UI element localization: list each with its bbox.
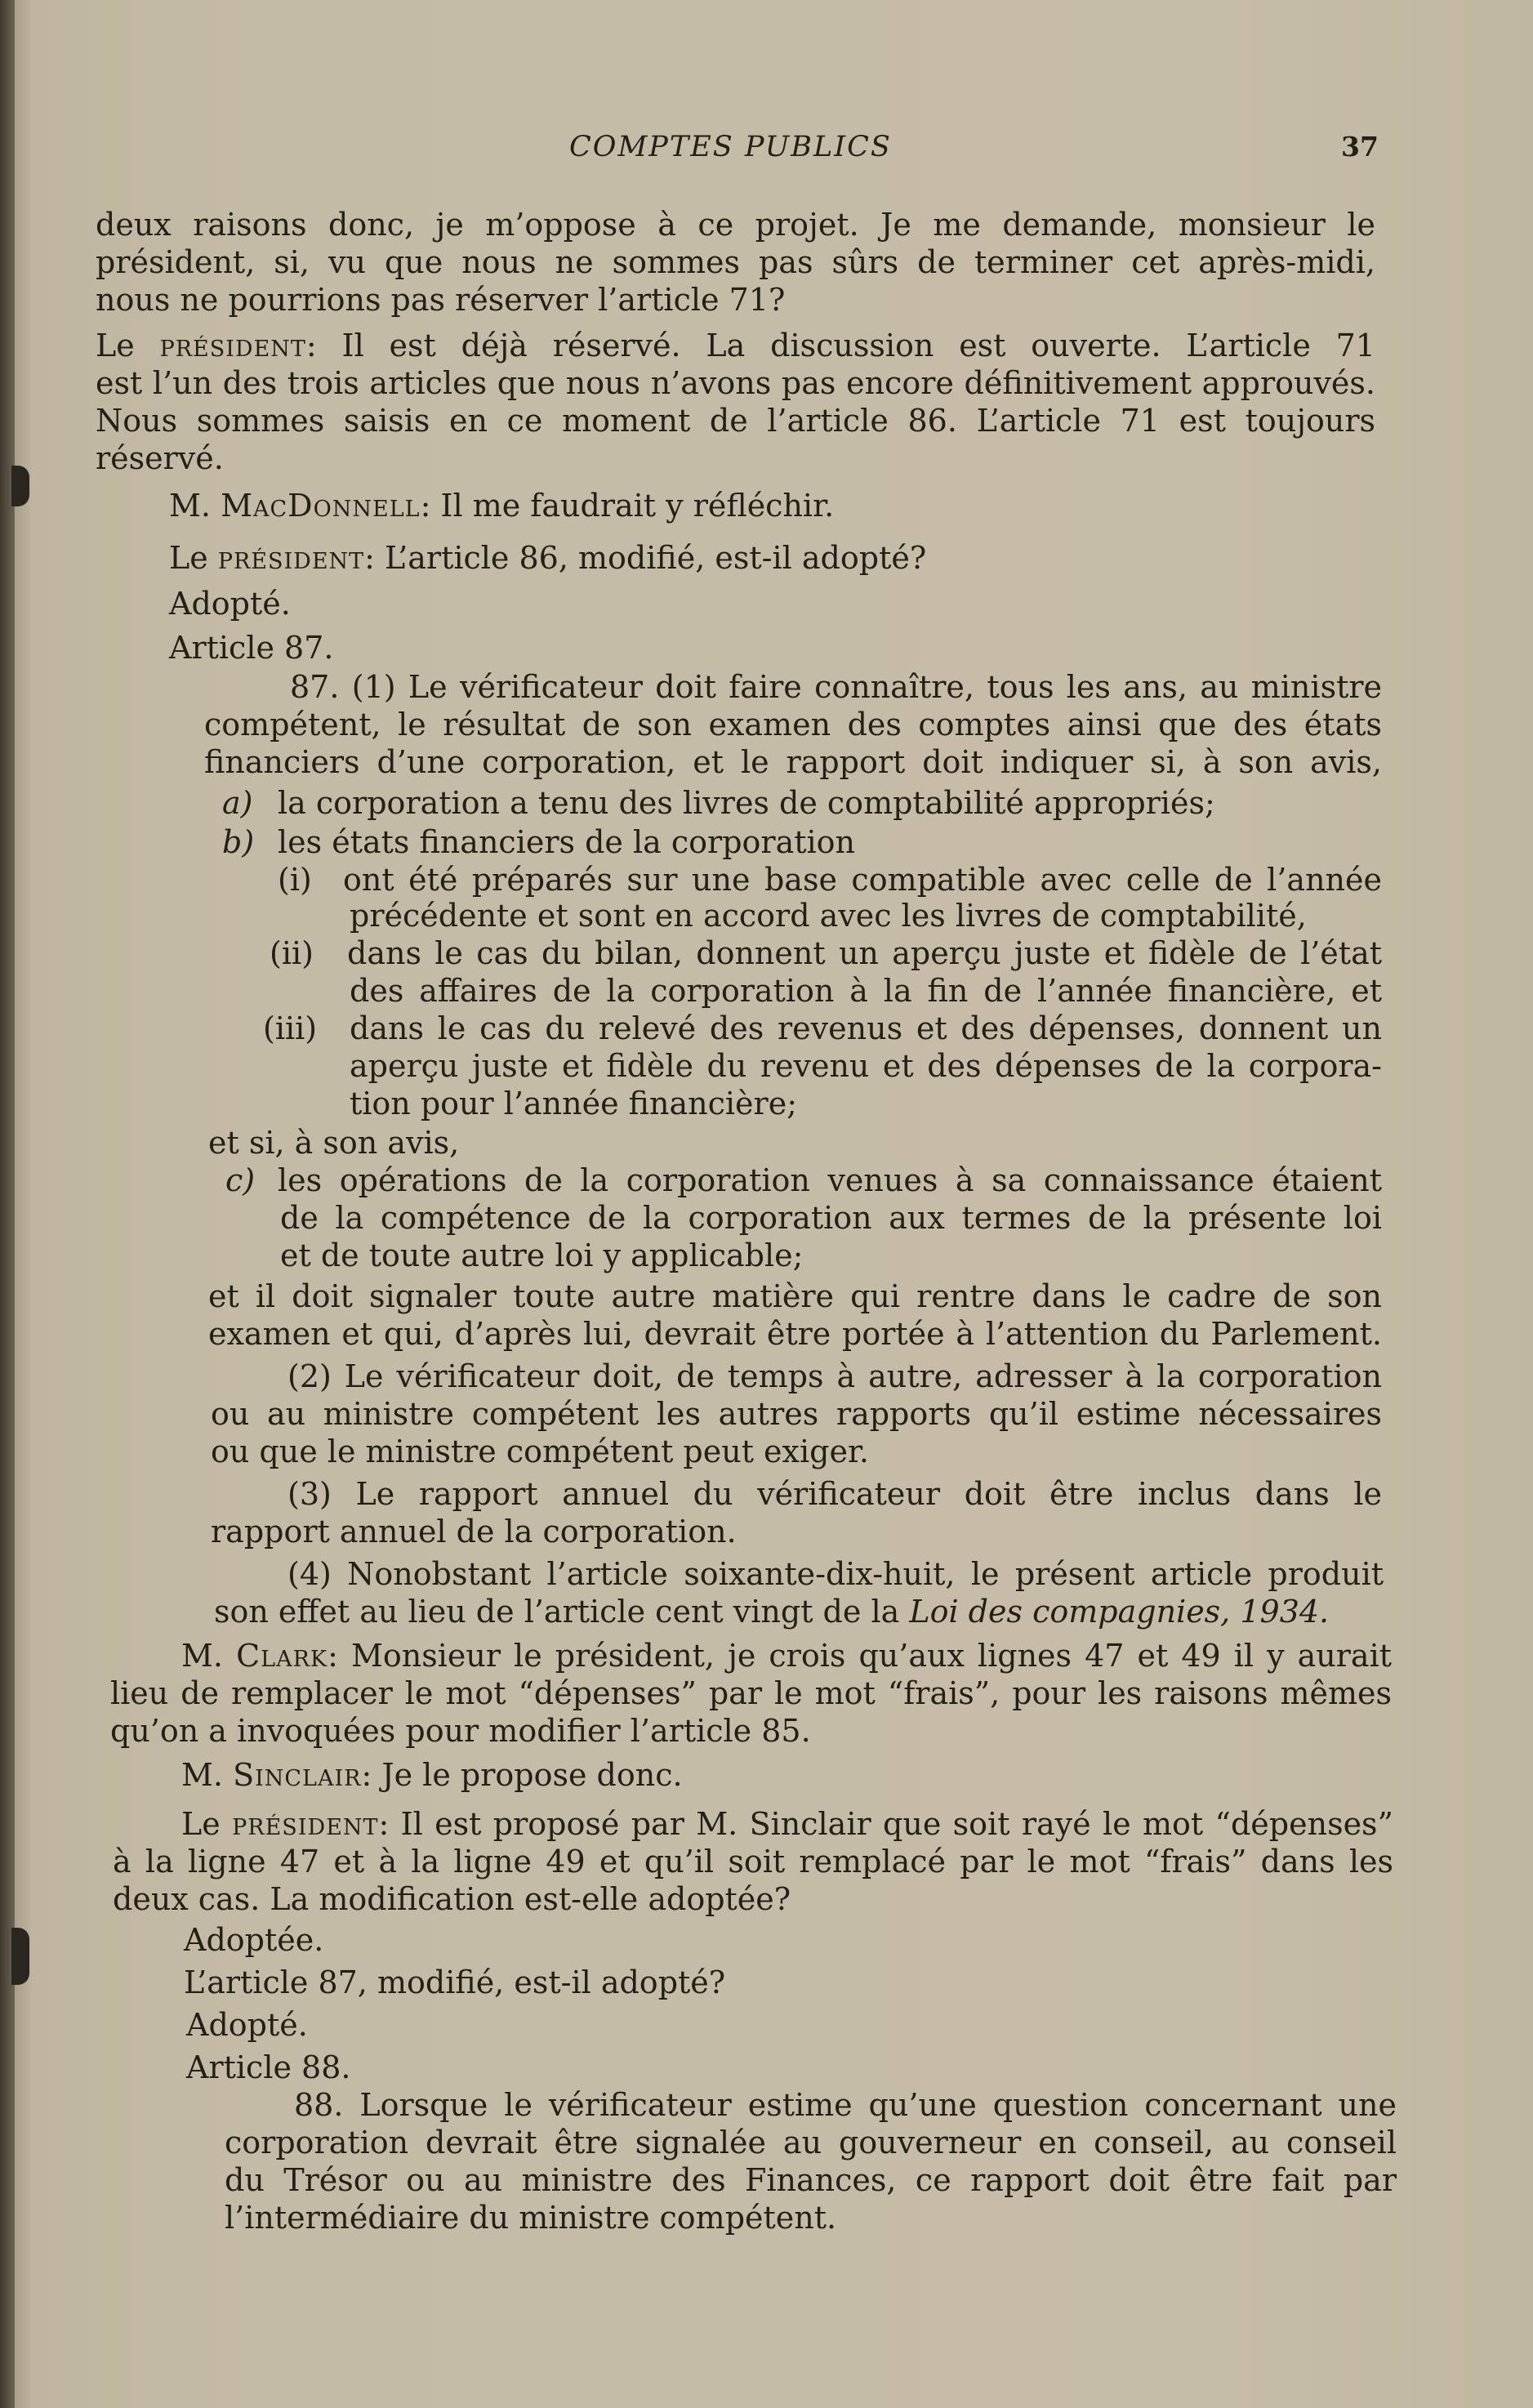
binding-hole bbox=[11, 1928, 29, 1985]
text-line: ou au ministre compétent les autres rapports qu’il estime nécessaires bbox=[211, 1396, 1382, 1432]
text-line: tion pour l’année financière; bbox=[350, 1086, 797, 1122]
speech-text: : Monsieur le président, je crois qu’aux lignes 47 et 49 il y aurait bbox=[328, 1638, 1392, 1674]
text-line: Adoptée. bbox=[184, 1922, 324, 1958]
subclause-label: (ii) bbox=[270, 935, 314, 971]
page-number: 37 bbox=[1341, 131, 1379, 163]
text-line: l’intermédiaire du ministre compétent. bbox=[225, 2200, 837, 2236]
text-line: Adopté. bbox=[186, 2007, 308, 2043]
text-line bbox=[169, 539, 926, 577]
running-header bbox=[0, 131, 1533, 167]
text-line: les états financiers de la corporation bbox=[278, 824, 856, 860]
text-line: dans le cas du bilan, donnent un aperçu juste et fidèle de l’état bbox=[347, 935, 1382, 971]
text-line: 88. Lorsque le vérificateur estime qu’une question concernant une bbox=[294, 2087, 1397, 2123]
running-title: COMPTES PUBLICS bbox=[569, 131, 892, 163]
text-line: ont été préparés sur une base compatible avec celle de l’année bbox=[343, 862, 1382, 898]
speaker-prefix: M. bbox=[181, 1638, 237, 1674]
text-line: Adopté. bbox=[169, 586, 291, 622]
text-line: 87. (1) Le vérificateur doit faire connaître, tous les ans, au ministre bbox=[290, 669, 1382, 705]
text-line bbox=[181, 1637, 1392, 1674]
text-line: deux raisons donc, je m’oppose à ce projet. Je me demande, monsieur le bbox=[96, 207, 1375, 243]
speech-text: : L’article 86, modifié, est-il adopté? bbox=[364, 540, 927, 576]
text-line: deux cas. La modification est-elle adoptée? bbox=[113, 1881, 791, 1917]
text-line bbox=[181, 1756, 683, 1794]
speaker-clark: Clark bbox=[236, 1638, 328, 1674]
text-line: et si, à son avis, bbox=[208, 1125, 460, 1161]
speaker-prefix: M. bbox=[169, 488, 221, 524]
text-line: qu’on a invoquées pour modifier l’article 85. bbox=[110, 1713, 811, 1749]
text-line: aperçu juste et fidèle du revenu et des dépenses de la corpora- bbox=[350, 1048, 1382, 1084]
text-line bbox=[214, 1593, 1329, 1630]
text-line: ou que le ministre compétent peut exiger. bbox=[211, 1434, 870, 1469]
text-line: Article 87. bbox=[169, 630, 334, 666]
subclause-label: (i) bbox=[278, 862, 312, 898]
speaker-president: président bbox=[159, 328, 306, 363]
speech-text: : Il est déjà réservé. La discussion est ouverte. L’article 71 bbox=[305, 328, 1375, 363]
text-line: (4) Nonobstant l’article soixante-dix-huit, le présent article produit bbox=[287, 1556, 1384, 1592]
text-line: corporation devrait être signalée au gouverneur en conseil, au conseil bbox=[225, 2125, 1397, 2161]
speaker-macdonnell: MacDonnell bbox=[221, 488, 421, 524]
clause-label: b) bbox=[222, 824, 255, 860]
text-line: compétent, le résultat de son examen des comptes ainsi que des états bbox=[204, 707, 1382, 742]
text-line bbox=[96, 327, 1375, 364]
speech-text: : Il est proposé par M. Sinclair que soit rayé le mot “dépenses” bbox=[378, 1806, 1393, 1842]
text-line: lieu de remplacer le mot “dépenses” par le mot “frais”, pour les raisons mêmes bbox=[110, 1675, 1392, 1711]
text-line: dans le cas du relevé des revenus et des dépenses, donnent un bbox=[350, 1010, 1382, 1046]
text-line: la corporation a tenu des livres de comptabilité appropriés; bbox=[278, 785, 1215, 821]
statute-text: son effet au lieu de l’article cent vingt de la bbox=[214, 1594, 910, 1630]
text-line: précédente et sont en accord avec les livres de comptabilité, bbox=[350, 898, 1307, 934]
clause-label: c) bbox=[225, 1162, 256, 1198]
speaker-prefix: Le bbox=[181, 1806, 233, 1842]
text-line: de la compétence de la corporation aux termes de la présente loi bbox=[280, 1200, 1382, 1236]
speaker-sinclair: Sinclair bbox=[233, 1757, 362, 1793]
text-line: rapport annuel de la corporation. bbox=[211, 1514, 737, 1550]
text-line: les opérations de la corporation venues à sa connaissance étaient bbox=[278, 1162, 1382, 1198]
speaker-president: président bbox=[232, 1806, 379, 1842]
speaker-prefix: Le bbox=[169, 540, 218, 576]
text-line: à la ligne 47 et à la ligne 49 et qu’il soit remplacé par le mot “frais” dans les bbox=[113, 1844, 1393, 1880]
binding-edge bbox=[0, 0, 15, 2408]
text-line: et de toute autre loi y applicable; bbox=[280, 1237, 804, 1273]
text-line: nous ne pourrions pas réserver l’article 71? bbox=[96, 282, 786, 318]
text-line: (2) Le vérificateur doit, de temps à autre, adresser à la corporation bbox=[287, 1358, 1382, 1394]
speaker-president: président bbox=[217, 540, 365, 576]
text-line: Article 88. bbox=[186, 2049, 351, 2085]
text-line: (3) Le rapport annuel du vérificateur doit être inclus dans le bbox=[287, 1476, 1382, 1512]
statute-title: Loi des compagnies, 1934. bbox=[909, 1594, 1330, 1630]
subclause-label: (iii) bbox=[263, 1010, 318, 1046]
clause-label: a) bbox=[222, 785, 253, 821]
text-line: des affaires de la corporation à la fin de l’année financière, et bbox=[350, 973, 1382, 1009]
text-line: réservé. bbox=[96, 440, 224, 476]
text-line bbox=[181, 1805, 1393, 1843]
text-line: est l’un des trois articles que nous n’avons pas encore définitivement approuvés. bbox=[96, 365, 1375, 401]
text-line: Nous sommes saisis en ce moment de l’article 86. L’article 71 est toujours bbox=[96, 403, 1375, 439]
text-line: examen et qui, d’après lui, devrait être portée à l’attention du Parlement. bbox=[208, 1316, 1382, 1352]
text-line: financiers d’une corporation, et le rapport doit indiquer si, à son avis, bbox=[204, 744, 1382, 780]
text-line: L’article 87, modifié, est-il adopté? bbox=[184, 1964, 726, 2000]
speaker-prefix: Le bbox=[96, 328, 160, 363]
speech-text: : Il me faudrait y réfléchir. bbox=[420, 488, 835, 524]
binding-hole bbox=[11, 466, 29, 506]
text-line: et il doit signaler toute autre matière qui rentre dans le cadre de son bbox=[208, 1278, 1382, 1314]
speaker-prefix: M. bbox=[181, 1757, 234, 1793]
text-line bbox=[169, 487, 834, 524]
text-line: président, si, vu que nous ne sommes pas sûrs de terminer cet après-midi, bbox=[96, 244, 1375, 280]
text-line: du Trésor ou au ministre des Finances, ce rapport doit être fait par bbox=[225, 2162, 1397, 2198]
speech-text: : Je le propose donc. bbox=[361, 1757, 683, 1793]
